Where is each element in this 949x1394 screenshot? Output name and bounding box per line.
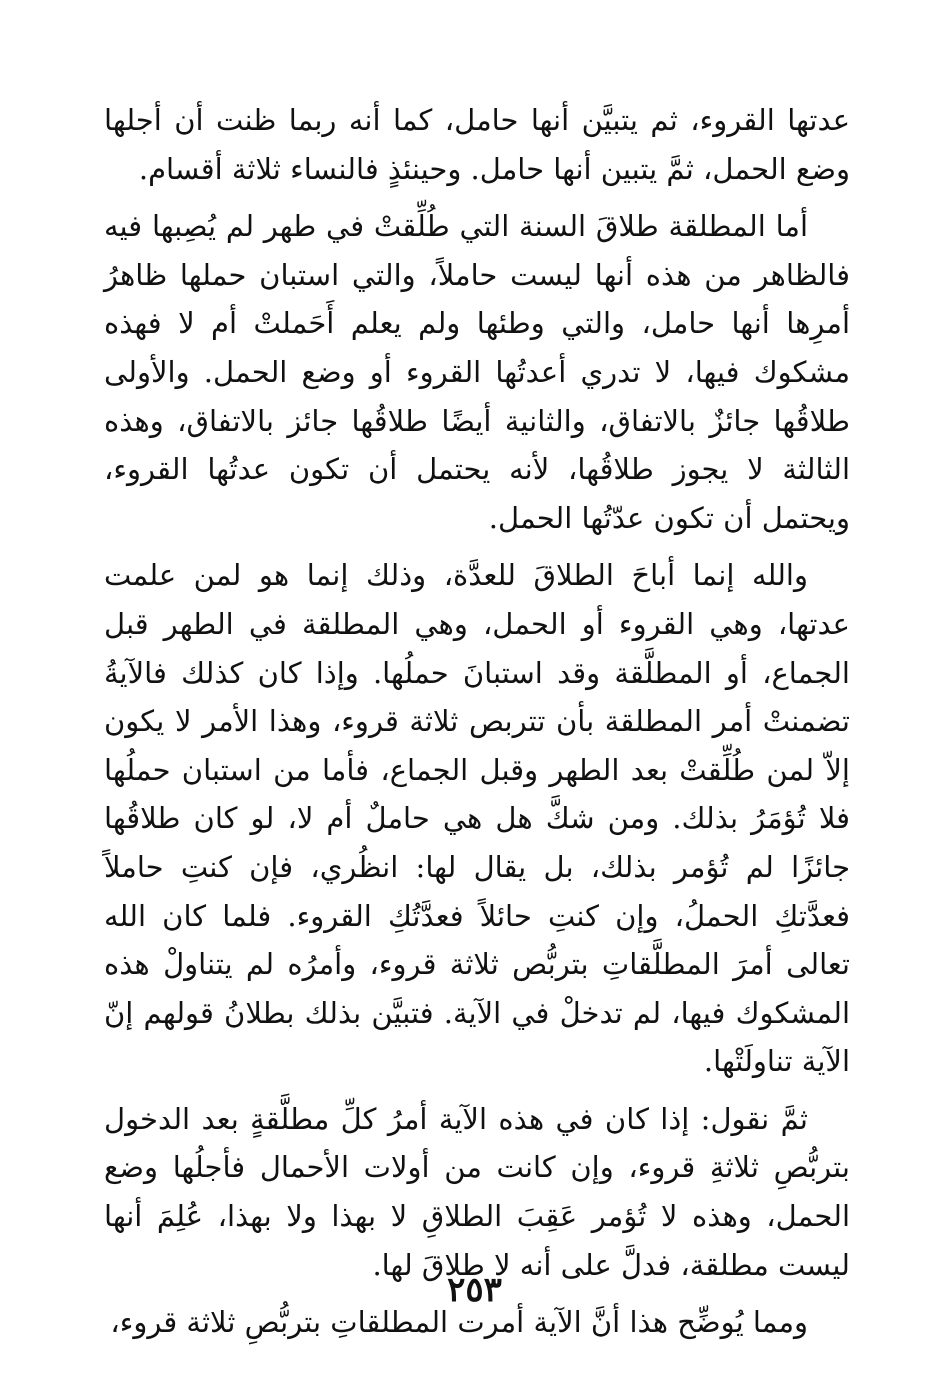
paragraph-4: ثمَّ نقول: إذا كان في هذه الآية أمرُ كلِّ مطلَّقةٍ بعد الدخول بتربُّصِ ثلاثةِ قروء، وإن كانت من أولات الأحمال فأجلُها وضع الحمل، وهذه لا تُؤمر عَقِبَ الطلاقِ لا بهذا ولا بهذا، عُلِمَ أنها ليست مطلقة، فدلَّ على أنه لا طلاقَ لها.: [104, 1101, 850, 1282]
paragraph-3: والله إنما أباحَ الطلاقَ للعدَّة، وذلك إنما هو لمن علمت عدتها، وهي القروء أو الحمل، وهي المطلقة في الطهر قبل الجماع، أو المطلَّقة وقد استبانَ حملُها. وإذا كان كذلك فالآيةُ تضمنتْ أمر المطلقة بأن تتربص ثلاثة قروء، وهذا الأمر لا يكون إلاّ لمن طُلِّقتْ بعد الطهر وقبل الجماع، فأما من استبان حملُها فلا تُؤمَرُ بذلك. ومن شكَّ هل هي حاملٌ أم لا، لو كان طلاقُها جائزًا لم تُؤمر بذلك، بل يقال لها: انظُري، فإن كنتِ حاملاً فعدَّتكِ الحملُ، وإن كنتِ حائلاً فعدَّتُكِ القروء. فلما كان الله تعالى أمرَ المطلَّقاتِ بتربُّص ثلاثة قروء، وأمرُه لم يتناولْ هذه المشكوك فيها، لم تدخلْ في الآية. فتبيَّن بذلك بطلانُ قولهم إنّ الآية تناولَتْها.: [104, 558, 850, 1079]
paragraph-2: أما المطلقة طلاقَ السنة التي طُلِّقتْ في طهر لم يُصِبها فيه فالظاهر من هذه أنها ليست حاملاً، والتي استبان حملها ظاهرُ أمرِها أنها حامل، والتي وطئها ولم يعلم أَحَملتْ أم لا فهذه مشكوك فيها، لا تدري أعدتُها القروء أو وضع الحمل. والأولى طلاقُها جائزٌ بالاتفاق، والثانية أيضًا طلاقُها جائز بالاتفاق، وهذه الثالثة لا يجوز طلاقُها، لأنه يحتمل أن تكون عدتُها القروء، ويحتمل أن تكون عدّتُها الحمل.: [104, 209, 850, 535]
paragraph-1: عدتها القروء، ثم يتبيَّن أنها حامل، كما أنه ربما ظنت أن أجلها وضع الحمل، ثمَّ يتبين أنها حامل. وحينئذٍ فالنساء ثلاثة أقسام.: [104, 103, 850, 186]
paragraph-5: ومما يُوضِّح هذا أنَّ الآية أمرت المطلقاتِ بتربُّصِ ثلاثة قروء،: [110, 1305, 808, 1340]
page-number: ٢٥٣: [447, 1270, 502, 1310]
page-body: [104, 96, 850, 1347]
